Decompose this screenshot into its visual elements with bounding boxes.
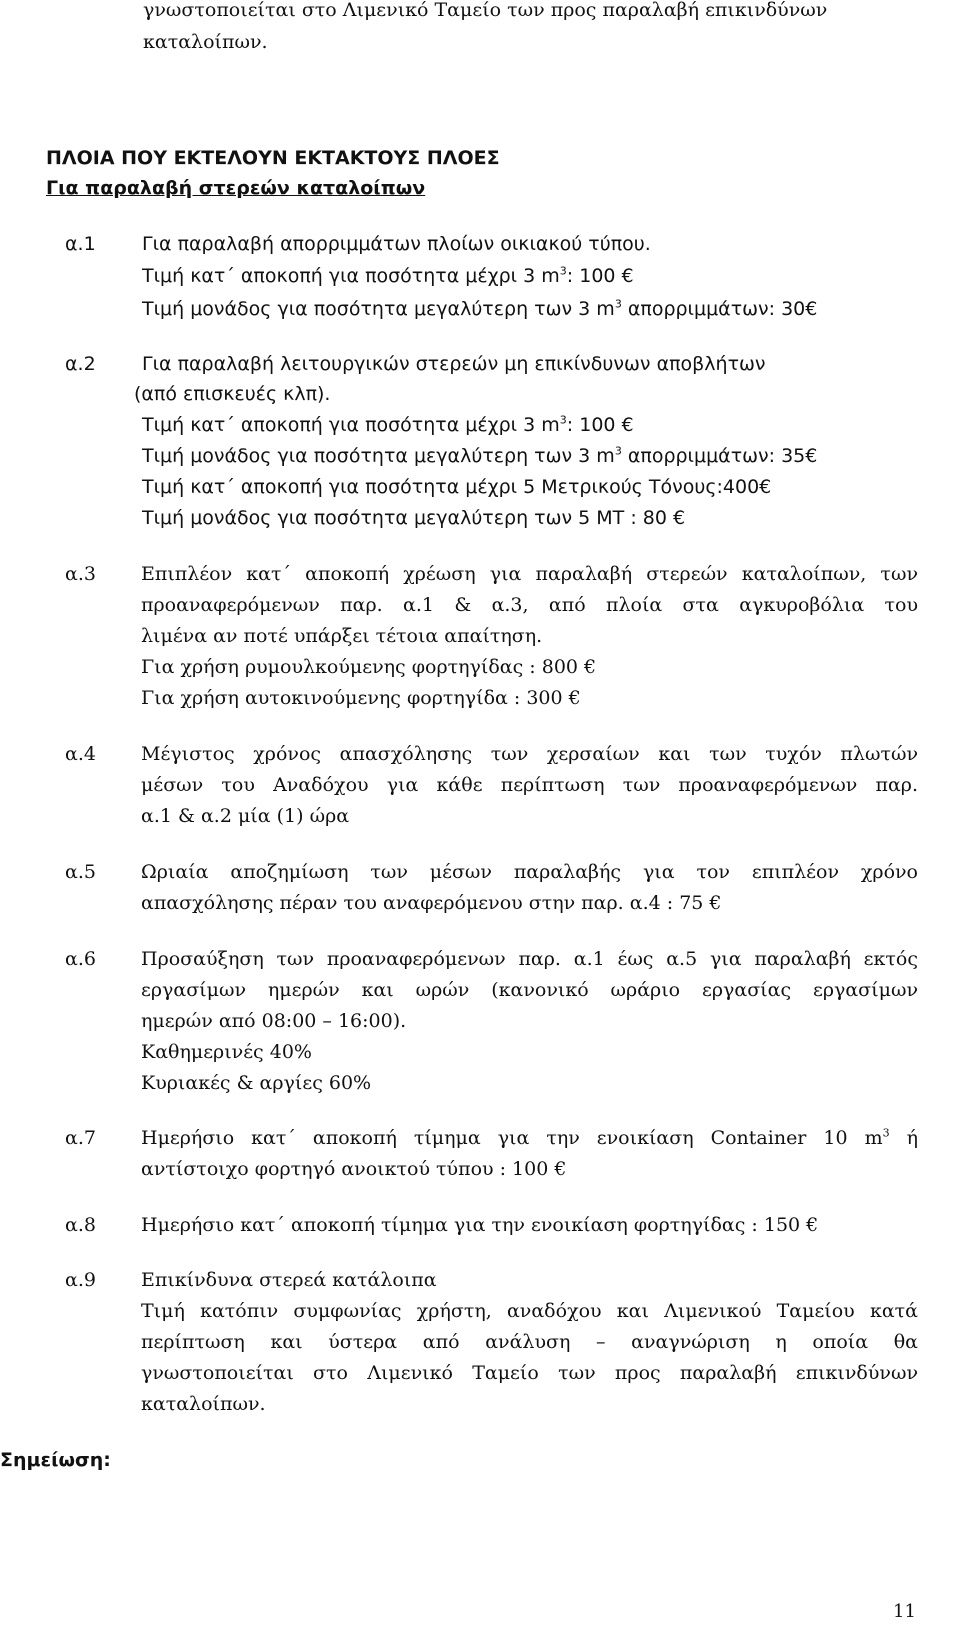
item-text-line: Τιμή μονάδος για ποσότητα μεγαλύτερη των 3 $m^3$ απορριμμάτων: 30€ bbox=[142, 297, 818, 320]
item-label: α.3 bbox=[65, 563, 96, 585]
item-text-line: Ημερήσιο κατ΄ αποκοπή τίμημα για την ενοικίαση Container 10 $m^3$ ή bbox=[141, 1126, 918, 1149]
item-label: α.5 bbox=[65, 861, 96, 883]
item-text-line: Προσαύξηση των προαναφερόμενων παρ. α.1 έως α.5 για παραλαβή εκτός bbox=[141, 948, 918, 970]
section-heading: ΠΛΟΙΑ ΠΟΥ ΕΚΤΕΛΟΥΝ ΕΚΤΑΚΤΟΥΣ ΠΛΟΕΣ bbox=[46, 147, 500, 169]
item-label: α.7 bbox=[65, 1127, 96, 1149]
item-text-line: Τιμή κατόπιν συμφωνίας χρήστη, αναδόχου και Λιμενικού Ταμείου κατά bbox=[141, 1300, 918, 1322]
item-text-line: λιμένα αν ποτέ υπάρξει τέτοια απαίτηση. bbox=[141, 625, 543, 647]
item-text-line: γνωστοποιείται στο Λιμενικό Ταμείο των προς παραλαβή επικινδύνων bbox=[141, 1362, 918, 1384]
item-text-line: Επιπλέον κατ΄ αποκοπή χρέωση για παραλαβή στερεών καταλοίπων, των bbox=[141, 563, 918, 585]
item-text-line: Κυριακές & αργίες 60% bbox=[141, 1072, 372, 1094]
item-text-line: Για χρήση ρυμουλκούμενης φορτηγίδας : 800 € bbox=[141, 656, 597, 678]
body-text-line: καταλοίπων. bbox=[143, 31, 268, 53]
item-text-line: Για παραλαβή λειτουργικών στερεών μη επικίνδυνων αποβλήτων bbox=[142, 353, 766, 375]
item-text-line: (από επισκευές κλπ). bbox=[134, 383, 331, 405]
item-text-line: προαναφερόμενων παρ. α.1 & α.3, από πλοία στα αγκυροβόλια του bbox=[141, 594, 918, 616]
item-text-line: Επικίνδυνα στερεά κατάλοιπα bbox=[141, 1269, 437, 1291]
item-text-line: Τιμή κατ΄ αποκοπή για ποσότητα μέχρι 3 $m^3$: 100 € bbox=[142, 264, 634, 287]
item-text-line: μέσων του Αναδόχου για κάθε περίπτωση των προαναφερόμενων παρ. bbox=[141, 774, 918, 796]
note-heading: Σημείωση: bbox=[0, 1449, 111, 1471]
item-text-line: α.1 & α.2 μία (1) ώρα bbox=[141, 805, 350, 827]
item-text-line: Καθημερινές 40% bbox=[141, 1041, 312, 1063]
item-label: α.8 bbox=[65, 1214, 96, 1236]
item-text-line: Για παραλαβή απορριμμάτων πλοίων οικιακού τύπου. bbox=[142, 233, 651, 255]
body-text-line: γνωστοποιείται στο Λιμενικό Ταμείο των προς παραλαβή επικινδύνων bbox=[143, 0, 828, 21]
item-text-line: Ωριαία αποζημίωση των μέσων παραλαβής για τον επιπλέον χρόνο bbox=[141, 861, 918, 883]
item-text-line: αντίστοιχο φορτηγό ανοικτού τύπου : 100 € bbox=[141, 1158, 567, 1180]
item-label: α.9 bbox=[65, 1269, 96, 1291]
item-label: α.6 bbox=[65, 948, 96, 970]
item-label: α.1 bbox=[65, 233, 96, 255]
item-text-line: Μέγιστος χρόνος απασχόλησης των χερσαίων και των τυχόν πλωτών bbox=[141, 743, 918, 765]
item-label: α.2 bbox=[65, 353, 96, 375]
item-text-line: Τιμή κατ΄ αποκοπή για ποσότητα μέχρι 3 $m^3$: 100 € bbox=[142, 413, 634, 436]
item-text-line: ημερών από 08:00 – 16:00). bbox=[141, 1010, 407, 1032]
item-text-line: απασχόλησης πέραν του αναφερόμενου στην παρ. α.4 : 75 € bbox=[141, 892, 722, 914]
item-label: α.4 bbox=[65, 743, 96, 765]
section-subheading: Για παραλαβή στερεών καταλοίπων bbox=[46, 177, 426, 199]
item-text-line: εργασίμων ημερών και ωρών (κανονικό ωράριο εργασίας εργασίμων bbox=[141, 979, 918, 1001]
item-text-line: περίπτωση και ύστερα από ανάλυση – αναγνώριση η οποία θα bbox=[141, 1331, 918, 1353]
page-number: 11 bbox=[893, 1601, 916, 1622]
item-text-line: Ημερήσιο κατ΄ αποκοπή τίμημα για την ενοικίαση φορτηγίδας : 150 € bbox=[141, 1214, 819, 1236]
item-text-line: Τιμή κατ΄ αποκοπή για ποσότητα μέχρι 5 Μετρικούς Τόνους:400€ bbox=[142, 476, 772, 498]
item-text-line: Τιμή μονάδος για ποσότητα μεγαλύτερη των 3 $m^3$ απορριμμάτων: 35€ bbox=[142, 444, 818, 467]
item-text-line: Για χρήση αυτοκινούμενης φορτηγίδα : 300 € bbox=[141, 687, 581, 709]
item-text-line: Τιμή μονάδος για ποσότητα μεγαλύτερη των 5 ΜΤ : 80 € bbox=[142, 507, 686, 529]
item-text-line: καταλοίπων. bbox=[141, 1393, 266, 1415]
